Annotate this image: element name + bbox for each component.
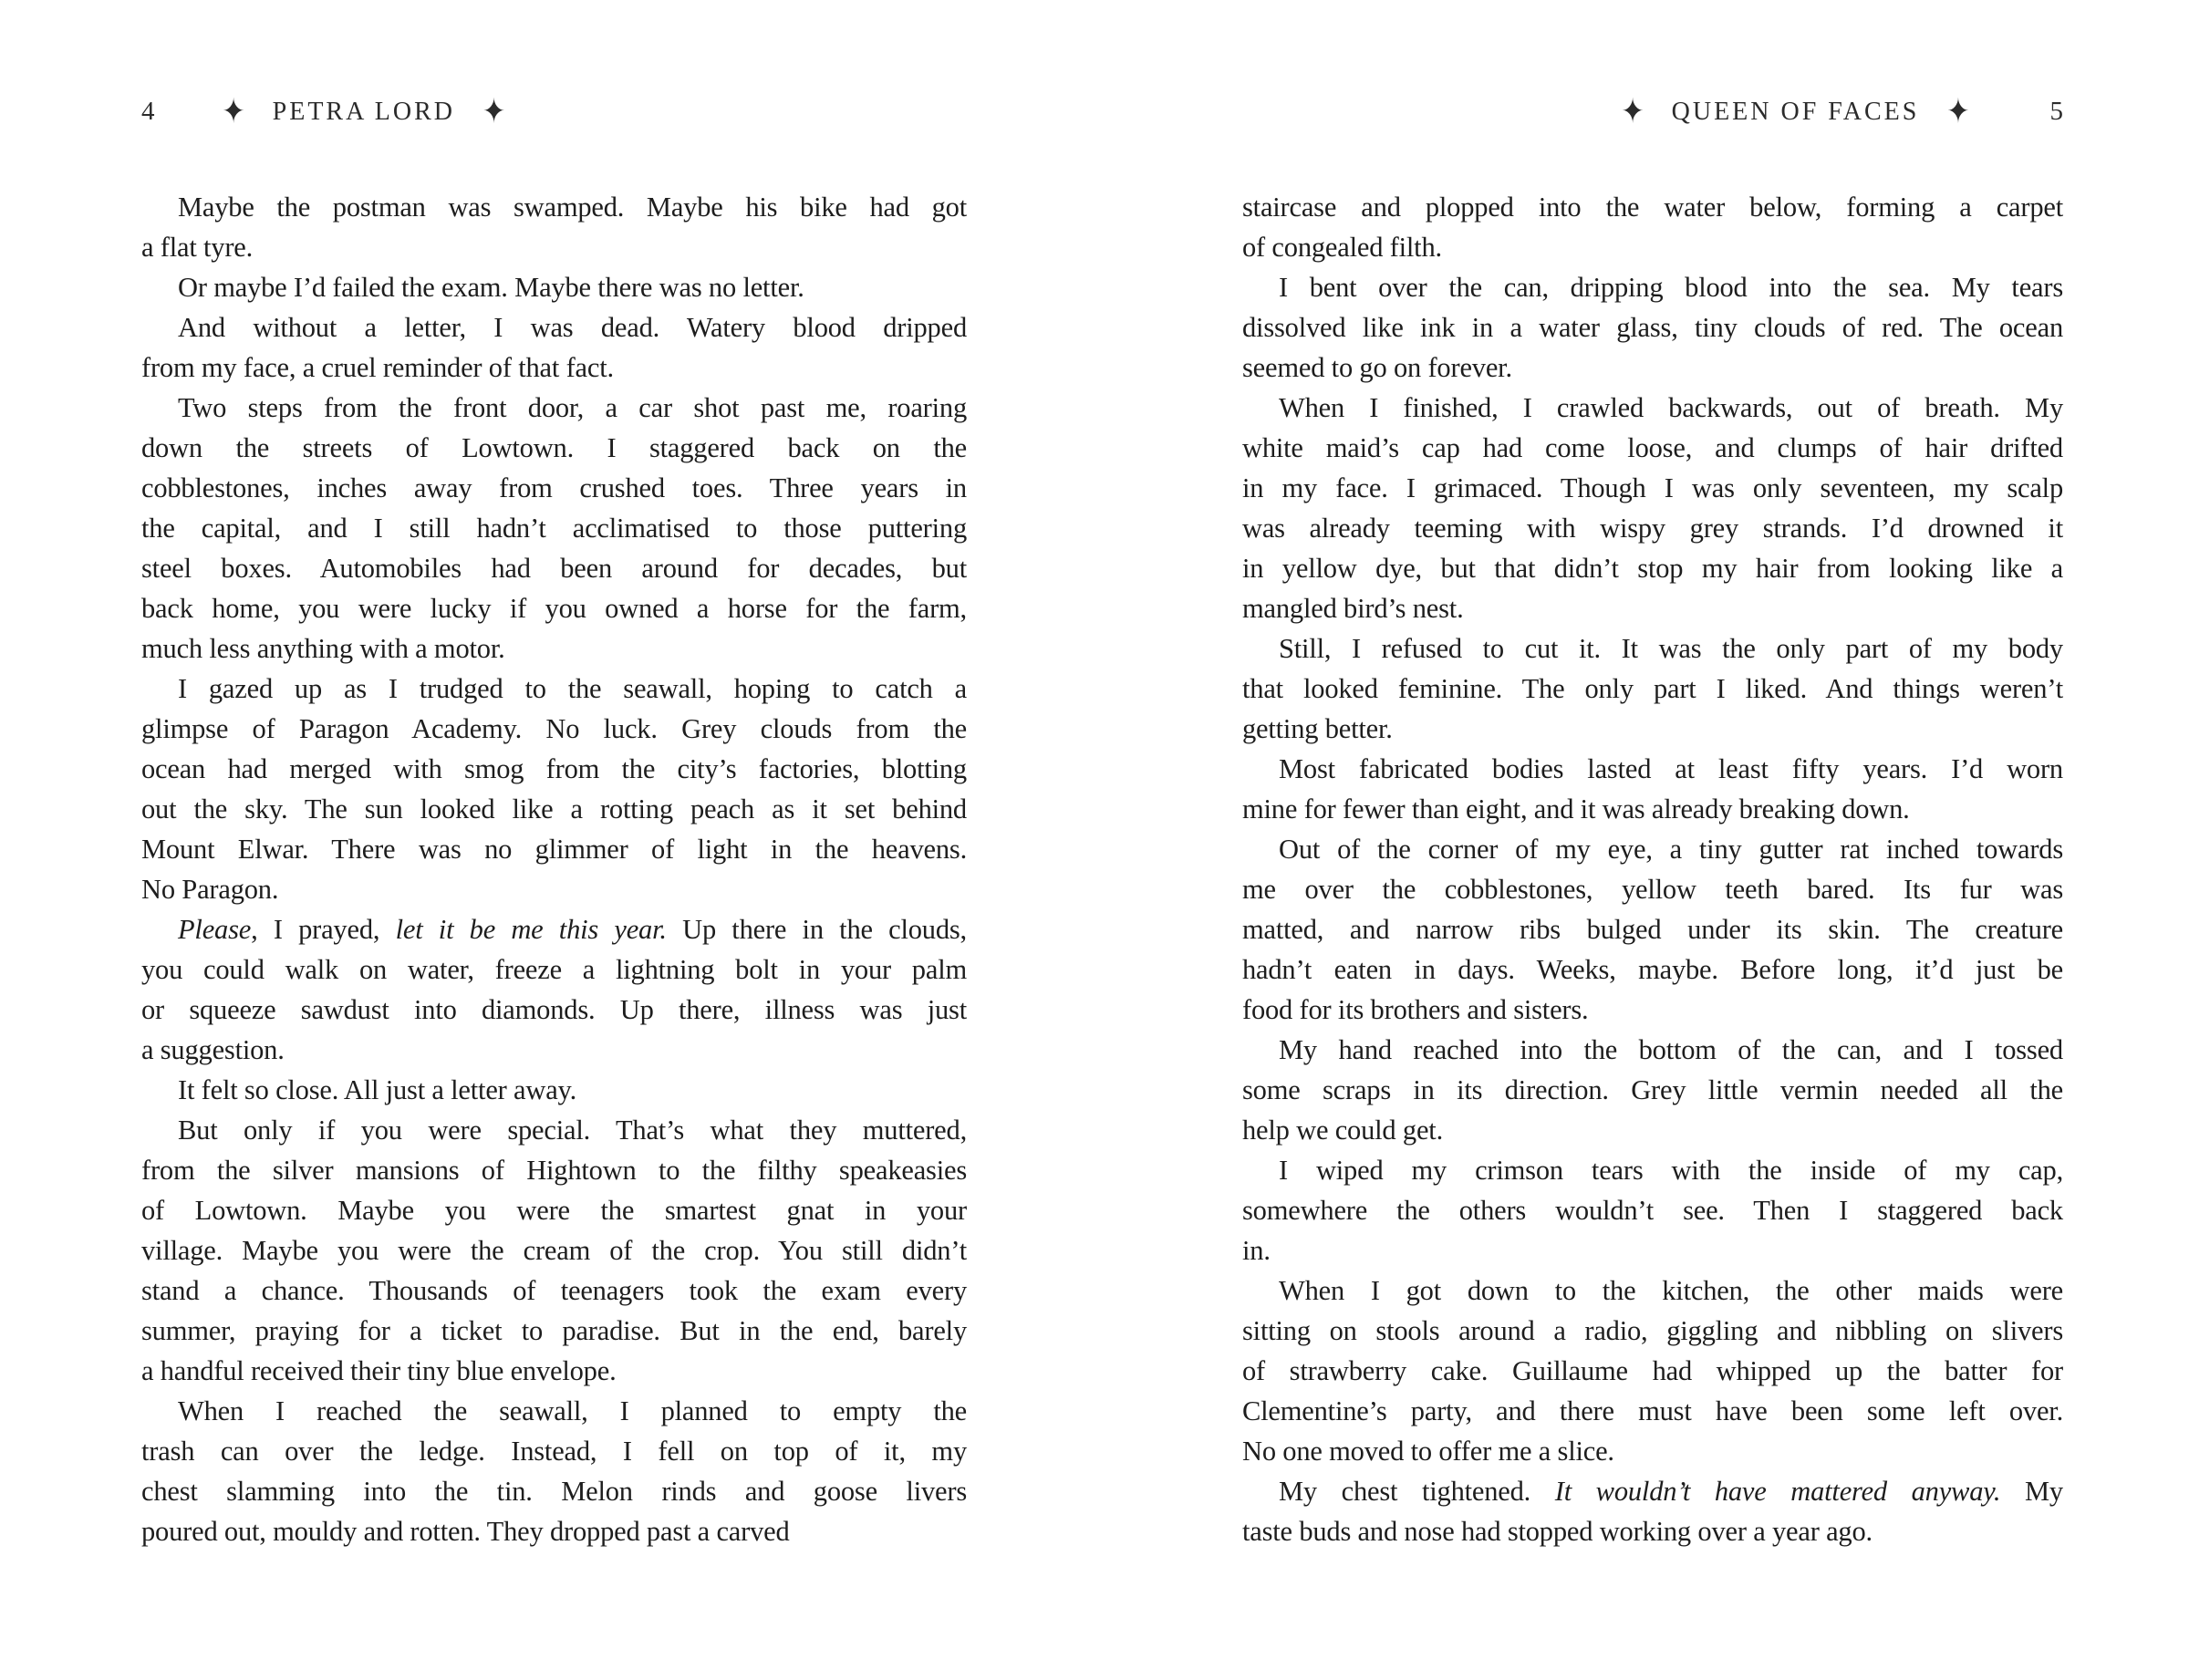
- text-line: [141, 789, 967, 829]
- text-line: [141, 869, 967, 909]
- text-run: No one moved to offer me a slice.: [1242, 1436, 1614, 1467]
- text-line: [141, 388, 967, 428]
- text-line: [1242, 829, 2063, 869]
- text-line: [141, 1311, 967, 1351]
- paragraph: [1242, 1150, 2063, 1270]
- text-run: Still, I refused to cut it. It was the only part of my body: [1279, 633, 2063, 664]
- text-run: mangled bird’s nest.: [1242, 593, 1464, 624]
- right-running-title: QUEEN OF FACES: [1671, 97, 1920, 126]
- paragraph: [141, 267, 967, 307]
- text-line: [1242, 1110, 2063, 1150]
- left-page-number: 4: [141, 97, 155, 126]
- text-run: down the streets of Lowtown. I staggered back on the: [141, 432, 967, 463]
- text-line: [141, 1270, 967, 1311]
- page-left: [141, 0, 967, 1680]
- text-line: [1242, 789, 2063, 829]
- text-run: dissolved like ink in a water glass, tiny clouds of red. The ocean: [1242, 312, 2063, 343]
- text-run: in yellow dye, but that didn’t stop my hair from looking like a: [1242, 553, 2063, 584]
- text-line: [141, 1471, 967, 1511]
- text-line: [141, 1150, 967, 1190]
- text-line: [141, 628, 967, 669]
- text-line: [141, 1030, 967, 1070]
- text-run: some scraps in its direction. Grey little vermin needed all the: [1242, 1074, 2063, 1105]
- text-run: Clementine’s party, and there must have been some left over.: [1242, 1395, 2063, 1426]
- right-running-header: [1242, 91, 2063, 132]
- paragraph: [141, 1391, 967, 1551]
- ornament-star-icon: ✦: [1621, 91, 1644, 132]
- italic-text-run: Please: [178, 914, 252, 945]
- paragraph: [1242, 187, 2063, 267]
- text-run: When I finished, I crawled backwards, out of breath. My: [1279, 392, 2063, 423]
- text-run: cobblestones, inches away from crushed toes. Three years in: [141, 472, 967, 503]
- text-run: poured out, mouldy and rotten. They dropped past a carved: [141, 1516, 790, 1547]
- paragraph: [1242, 749, 2063, 829]
- text-line: [141, 267, 967, 307]
- text-run: trash can over the ledge. Instead, I fell on top of it, my: [141, 1436, 967, 1467]
- text-run: Maybe the postman was swamped. Maybe his bike had got: [178, 192, 967, 223]
- text-run: a handful received their tiny blue envelope.: [141, 1355, 617, 1386]
- text-line: [1242, 990, 2063, 1030]
- text-line: [141, 347, 967, 388]
- ornament-star-icon: ✦: [482, 91, 506, 132]
- paragraph: [1242, 1270, 2063, 1471]
- text-line: [141, 588, 967, 628]
- text-line: [1242, 1030, 2063, 1070]
- text-line: [141, 428, 967, 468]
- text-run: out the sky. The sun looked like a rotting peach as it set behind: [141, 793, 967, 824]
- left-running-header: [141, 91, 967, 132]
- text-run: mine for fewer than eight, and it was already breaking down.: [1242, 793, 1910, 824]
- text-run: a suggestion.: [141, 1034, 285, 1065]
- text-run: the capital, and I still hadn’t acclimatised to those puttering: [141, 513, 967, 544]
- text-line: [1242, 1070, 2063, 1110]
- text-run: No Paragon.: [141, 874, 279, 905]
- text-run: My hand reached into the bottom of the can, and I tossed: [1279, 1034, 2063, 1065]
- paragraph: [141, 1110, 967, 1391]
- text-line: [1242, 468, 2063, 508]
- italic-text-run: let it be me this year.: [395, 914, 667, 945]
- text-line: [141, 1391, 967, 1431]
- text-run: ocean had merged with smog from the city’s factories, blotting: [141, 753, 967, 784]
- text-line: [1242, 227, 2063, 267]
- text-run: me over the cobblestones, yellow teeth bared. Its fur was: [1242, 874, 2063, 905]
- text-run: I gazed up as I trudged to the seawall, hoping to catch a: [178, 673, 967, 704]
- text-line: [141, 468, 967, 508]
- text-line: [1242, 548, 2063, 588]
- text-run: of Lowtown. Maybe you were the smartest gnat in your: [141, 1195, 967, 1226]
- text-line: [141, 1070, 967, 1110]
- paragraph: [141, 1070, 967, 1110]
- paragraph: [141, 307, 967, 388]
- text-run: back home, you were lucky if you owned a horse for the farm,: [141, 593, 967, 624]
- text-run: a flat tyre.: [141, 232, 254, 263]
- text-line: [1242, 508, 2063, 548]
- text-run: My: [2000, 1476, 2063, 1507]
- text-line: [1242, 1471, 2063, 1511]
- text-line: [141, 909, 967, 949]
- text-line: [1242, 1190, 2063, 1230]
- text-line: [1242, 428, 2063, 468]
- text-line: [1242, 628, 2063, 669]
- paragraph: [141, 187, 967, 267]
- text-run: of strawberry cake. Guillaume had whipped up the batter for: [1242, 1355, 2063, 1386]
- text-run: somewhere the others wouldn’t see. Then I staggered back: [1242, 1195, 2063, 1226]
- text-line: [1242, 267, 2063, 307]
- text-run: was already teeming with wispy grey strands. I’d drowned it: [1242, 513, 2063, 544]
- text-run: sitting on stools around a radio, giggling and nibbling on slivers: [1242, 1315, 2063, 1346]
- text-run: Up there in the clouds,: [666, 914, 967, 945]
- text-run: I bent over the can, dripping blood into the sea. My tears: [1279, 272, 2063, 303]
- text-run: food for its brothers and sisters.: [1242, 994, 1589, 1025]
- text-run: village. Maybe you were the cream of the crop. You still didn’t: [141, 1235, 967, 1266]
- text-run: white maid’s cap had come loose, and clumps of hair drifted: [1242, 432, 2063, 463]
- paragraph: [1242, 388, 2063, 628]
- paragraph: [1242, 267, 2063, 388]
- text-line: [1242, 749, 2063, 789]
- text-line: [1242, 1511, 2063, 1551]
- text-line: [1242, 1391, 2063, 1431]
- text-run: Two steps from the front door, a car shot past me, roaring: [178, 392, 967, 423]
- text-run: glimpse of Paragon Academy. No luck. Grey clouds from the: [141, 713, 967, 744]
- paragraph: [141, 388, 967, 669]
- text-line: [141, 1190, 967, 1230]
- paragraph: [1242, 1471, 2063, 1551]
- ornament-star-icon: ✦: [222, 91, 245, 132]
- text-run: of congealed filth.: [1242, 232, 1442, 263]
- text-line: [1242, 1230, 2063, 1270]
- text-run: Out of the corner of my eye, a tiny gutter rat inched towards: [1279, 834, 2063, 865]
- text-line: [141, 187, 967, 227]
- text-run: And without a letter, I was dead. Watery blood dripped: [178, 312, 967, 343]
- text-line: [141, 508, 967, 548]
- text-run: seemed to go on forever.: [1242, 352, 1512, 383]
- text-line: [141, 990, 967, 1030]
- text-line: [141, 227, 967, 267]
- text-line: [1242, 588, 2063, 628]
- text-line: [1242, 187, 2063, 227]
- text-run: Or maybe I’d failed the exam. Maybe there was no letter.: [178, 272, 804, 303]
- text-run: much less anything with a motor.: [141, 633, 505, 664]
- text-line: [1242, 1311, 2063, 1351]
- text-line: [141, 709, 967, 749]
- text-run: Mount Elwar. There was no glimmer of light in the heavens.: [141, 834, 967, 865]
- text-line: [1242, 347, 2063, 388]
- text-run: or squeeze sawdust into diamonds. Up there, illness was just: [141, 994, 967, 1025]
- text-run: chest slamming into the tin. Melon rinds and goose livers: [141, 1476, 967, 1507]
- text-run: matted, and narrow ribs bulged under its skin. The creature: [1242, 914, 2063, 945]
- text-run: staircase and plopped into the water below, forming a carpet: [1242, 192, 2063, 223]
- text-line: [141, 1351, 967, 1391]
- text-line: [1242, 307, 2063, 347]
- text-run: from the silver mansions of Hightown to the filthy speakeasies: [141, 1155, 967, 1186]
- italic-text-run: It wouldn’t have mattered anyway.: [1554, 1476, 2001, 1507]
- left-running-title: PETRA LORD: [272, 97, 455, 126]
- text-run: My chest tightened.: [1279, 1476, 1555, 1507]
- text-line: [1242, 1431, 2063, 1471]
- paragraph: [1242, 628, 2063, 749]
- text-line: [1242, 709, 2063, 749]
- paragraph: [1242, 829, 2063, 1030]
- text-line: [141, 1110, 967, 1150]
- text-line: [141, 307, 967, 347]
- text-run: hadn’t eaten in days. Weeks, maybe. Before long, it’d just be: [1242, 954, 2063, 985]
- text-run: taste buds and nose had stopped working over a year ago.: [1242, 1516, 1873, 1547]
- text-line: [141, 829, 967, 869]
- text-run: , I prayed,: [251, 914, 396, 945]
- text-run: in my face. I grimaced. Though I was only seventeen, my scalp: [1242, 472, 2063, 503]
- text-run: But only if you were special. That’s what they muttered,: [178, 1115, 967, 1146]
- text-line: [1242, 388, 2063, 428]
- text-run: you could walk on water, freeze a lightning bolt in your palm: [141, 954, 967, 985]
- text-line: [141, 1230, 967, 1270]
- text-run: Most fabricated bodies lasted at least fifty years. I’d worn: [1279, 753, 2063, 784]
- text-line: [1242, 1270, 2063, 1311]
- text-run: It felt so close. All just a letter away.: [178, 1074, 577, 1105]
- text-run: I wiped my crimson tears with the inside of my cap,: [1279, 1155, 2063, 1186]
- text-run: stand a chance. Thousands of teenagers took the exam every: [141, 1275, 967, 1306]
- left-text-block: [141, 187, 967, 1551]
- text-run: that looked feminine. The only part I liked. And things weren’t: [1242, 673, 2063, 704]
- text-line: [1242, 909, 2063, 949]
- paragraph: [141, 909, 967, 1070]
- paragraph: [1242, 1030, 2063, 1150]
- text-line: [1242, 1150, 2063, 1190]
- text-line: [141, 949, 967, 990]
- text-line: [141, 1511, 967, 1551]
- text-run: steel boxes. Automobiles had been around for decades, but: [141, 553, 967, 584]
- text-run: from my face, a cruel reminder of that fact.: [141, 352, 614, 383]
- text-line: [141, 749, 967, 789]
- text-line: [141, 669, 967, 709]
- text-line: [1242, 669, 2063, 709]
- right-page-number: 5: [2049, 97, 2063, 126]
- text-line: [1242, 869, 2063, 909]
- text-run: When I got down to the kitchen, the other maids were: [1279, 1275, 2063, 1306]
- text-line: [1242, 1351, 2063, 1391]
- ornament-star-icon: ✦: [1946, 91, 1970, 132]
- paragraph: [141, 669, 967, 909]
- text-run: When I reached the seawall, I planned to empty the: [178, 1395, 967, 1426]
- right-text-block: [1242, 187, 2063, 1551]
- text-line: [1242, 949, 2063, 990]
- text-run: help we could get.: [1242, 1115, 1443, 1146]
- text-run: in.: [1242, 1235, 1271, 1266]
- page-right: [1242, 0, 2063, 1680]
- text-run: getting better.: [1242, 713, 1393, 744]
- text-run: summer, praying for a ticket to paradise. But in the end, barely: [141, 1315, 967, 1346]
- text-line: [141, 548, 967, 588]
- text-line: [141, 1431, 967, 1471]
